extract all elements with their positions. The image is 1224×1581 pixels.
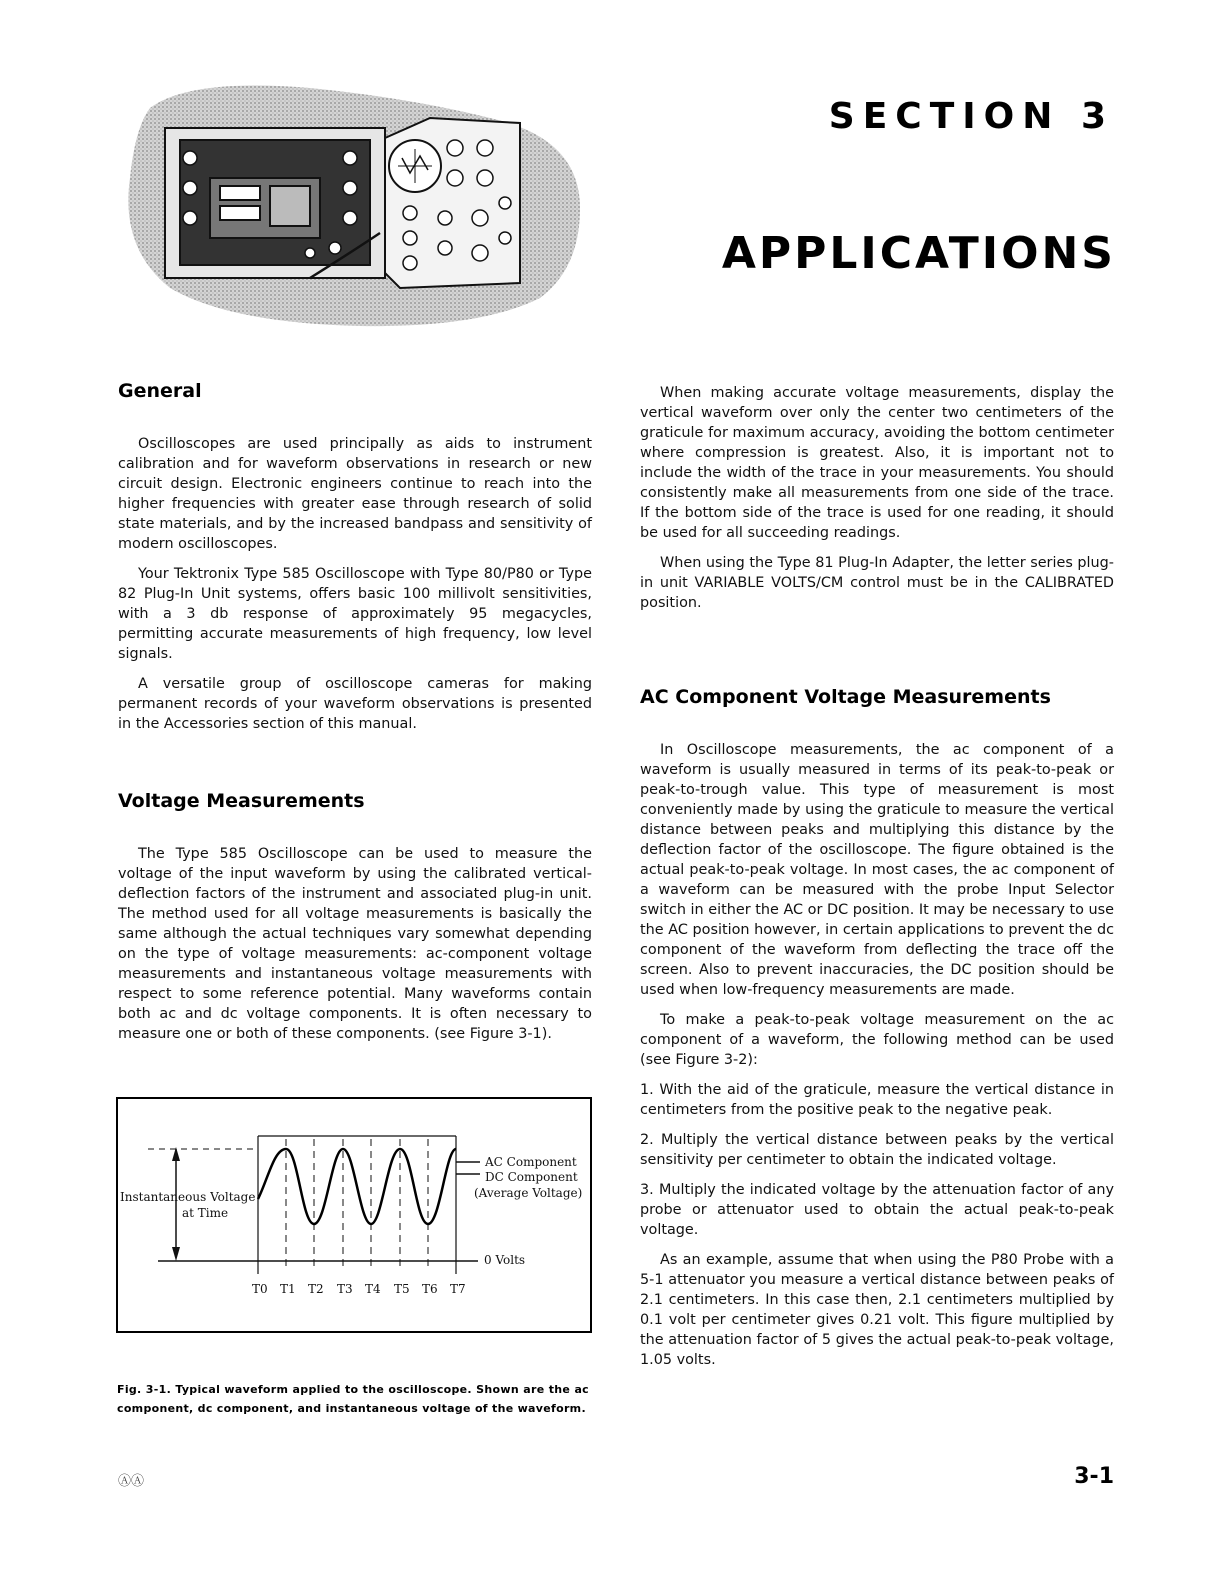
- section-label: SECTION 3: [828, 96, 1114, 137]
- intro-paragraph: When making accurate voltage measurements, display the vertical waveform over only the center two centimeters of the graticule for maximum accuracy, avoiding the bottom centimeter where compression is greatest. Also, it is important not to include the width of the trace in your measurements. You should consistently make all measurements from one side of the trace. If the bottom side of the trace is used for one reading, it should be used for all succeeding readings.: [640, 385, 1114, 541]
- oscilloscope-illustration: [110, 78, 610, 340]
- waveform-diagram: [118, 1099, 590, 1331]
- page-number: 3-1: [1074, 1464, 1114, 1489]
- footer-mark: ⒶⒶ: [118, 1474, 145, 1489]
- dc-component-label: DC Component: [485, 1170, 578, 1184]
- figure-caption: Fig. 3-1. Typical waveform applied to the oscilloscope. Shown are the ac component, dc component, and instantaneous voltage of the waveform.: [117, 1383, 589, 1415]
- ac-step: 2. Multiply the vertical distance between peaks by the vertical sensitivity per centimeter to obtain the indicated voltage.: [640, 1132, 1114, 1168]
- zero-volts-label: 0 Volts: [484, 1253, 526, 1267]
- time-label-t5: T5: [394, 1282, 410, 1296]
- general-heading: General: [118, 380, 202, 402]
- ac-heading: AC Component Voltage Measurements: [640, 686, 1051, 708]
- time-label-t0: T0: [252, 1282, 268, 1296]
- ac-step: 3. Multiply the indicated voltage by the attenuation factor of any probe or attenuator used to obtain the actual peak-to-peak voltage.: [640, 1182, 1114, 1238]
- ac-paragraph: In Oscilloscope measurements, the ac component of a waveform is usually measured in terms of its peak-to-peak or peak-to-trough value. This type of measurement is most conveniently made by using the graticule to measure the vertical distance between peaks and multiplying this distance by the deflection factor of the oscilloscope. The figure obtained is the actual peak-to-peak voltage. In most cases, the ac component of a waveform can be measured with the probe Input Selector switch in either the AC or DC position. It may be necessary to use the AC position however, in certain applications to prevent the dc component of the waveform from deflecting the trace off the screen. Also to prevent inaccuracies, the DC position should be used when low-frequency measurements are made.: [640, 742, 1114, 998]
- instantaneous-voltage-label: Instantaneous Voltage: [120, 1190, 256, 1204]
- general-paragraph: A versatile group of oscilloscope cameras for making permanent records of your waveform observations is presented in the Accessories section of this manual.: [118, 676, 592, 732]
- ac-step: 1. With the aid of the graticule, measure the vertical distance in centimeters from the positive peak to the negative peak.: [640, 1082, 1114, 1118]
- time-label-t4: T4: [365, 1282, 381, 1296]
- time-label-t1: T1: [280, 1282, 296, 1296]
- general-section: [118, 380, 592, 744]
- voltage-paragraph: The Type 585 Oscilloscope can be used to measure the voltage of the input waveform by using the calibrated vertical-deflection factors of the instrument and associated plug-in unit. The method used for all voltage measurements is basically the same although the actual techniques vary somewhat depending on the type of voltage measurements: ac-component voltage measurements and instantaneous voltage measurements with respect to some reference potential. Many waveforms contain both ac and dc voltage components. It is often necessary to measure one or both of these components. (see Figure 3-1).: [118, 846, 592, 1042]
- time-label-t3: T3: [337, 1282, 353, 1296]
- ac-section: [640, 686, 1114, 1380]
- time-label-t6: T6: [422, 1282, 438, 1296]
- intro-paragraph: When using the Type 81 Plug-In Adapter, the letter series plug-in unit VARIABLE VOLTS/CM control must be in the CALIBRATED position.: [640, 555, 1114, 611]
- figure-3-1: [116, 1097, 592, 1333]
- general-paragraph: Your Tektronix Type 585 Oscilloscope with Type 80/P80 or Type 82 Plug-In Unit systems, offers basic 100 millivolt sensitivities, with a 3 db response of approximately 95 megacycles, permitting accurate measurements of high frequency, low level signals.: [118, 566, 592, 662]
- ac-paragraph: To make a peak-to-peak voltage measurement on the ac component of a waveform, the following method can be used (see Figure 3-2):: [640, 1012, 1114, 1068]
- at-time-label: at Time: [182, 1206, 229, 1220]
- dc-average-label: (Average Voltage): [474, 1186, 583, 1200]
- ac-example: As an example, assume that when using the P80 Probe with a 5-1 attenuator you measure a vertical distance between peaks of 2.1 centimeters. In this case then, 2.1 centimeters multiplied by 0.1 volt per centimeter gives 0.21 volt. This figure multiplied by the attenuation factor of 5 gives the actual peak-to-peak voltage, 1.05 volts.: [640, 1252, 1114, 1368]
- voltage-section: [118, 790, 592, 1054]
- time-label-t2: T2: [308, 1282, 324, 1296]
- page-title: APPLICATIONS: [721, 228, 1116, 279]
- voltage-heading: Voltage Measurements: [118, 790, 365, 812]
- intro-section: [640, 383, 1114, 623]
- general-paragraph: Oscilloscopes are used principally as aids to instrument calibration and for waveform observations in research or new circuit design. Electronic engineers continue to reach into the higher frequencies with greater ease through research of solid state materials, and by the increased bandpass and sensitivity of modern oscilloscopes.: [118, 436, 592, 552]
- time-label-t7: T7: [450, 1282, 466, 1296]
- ac-component-label: AC Component: [485, 1155, 577, 1169]
